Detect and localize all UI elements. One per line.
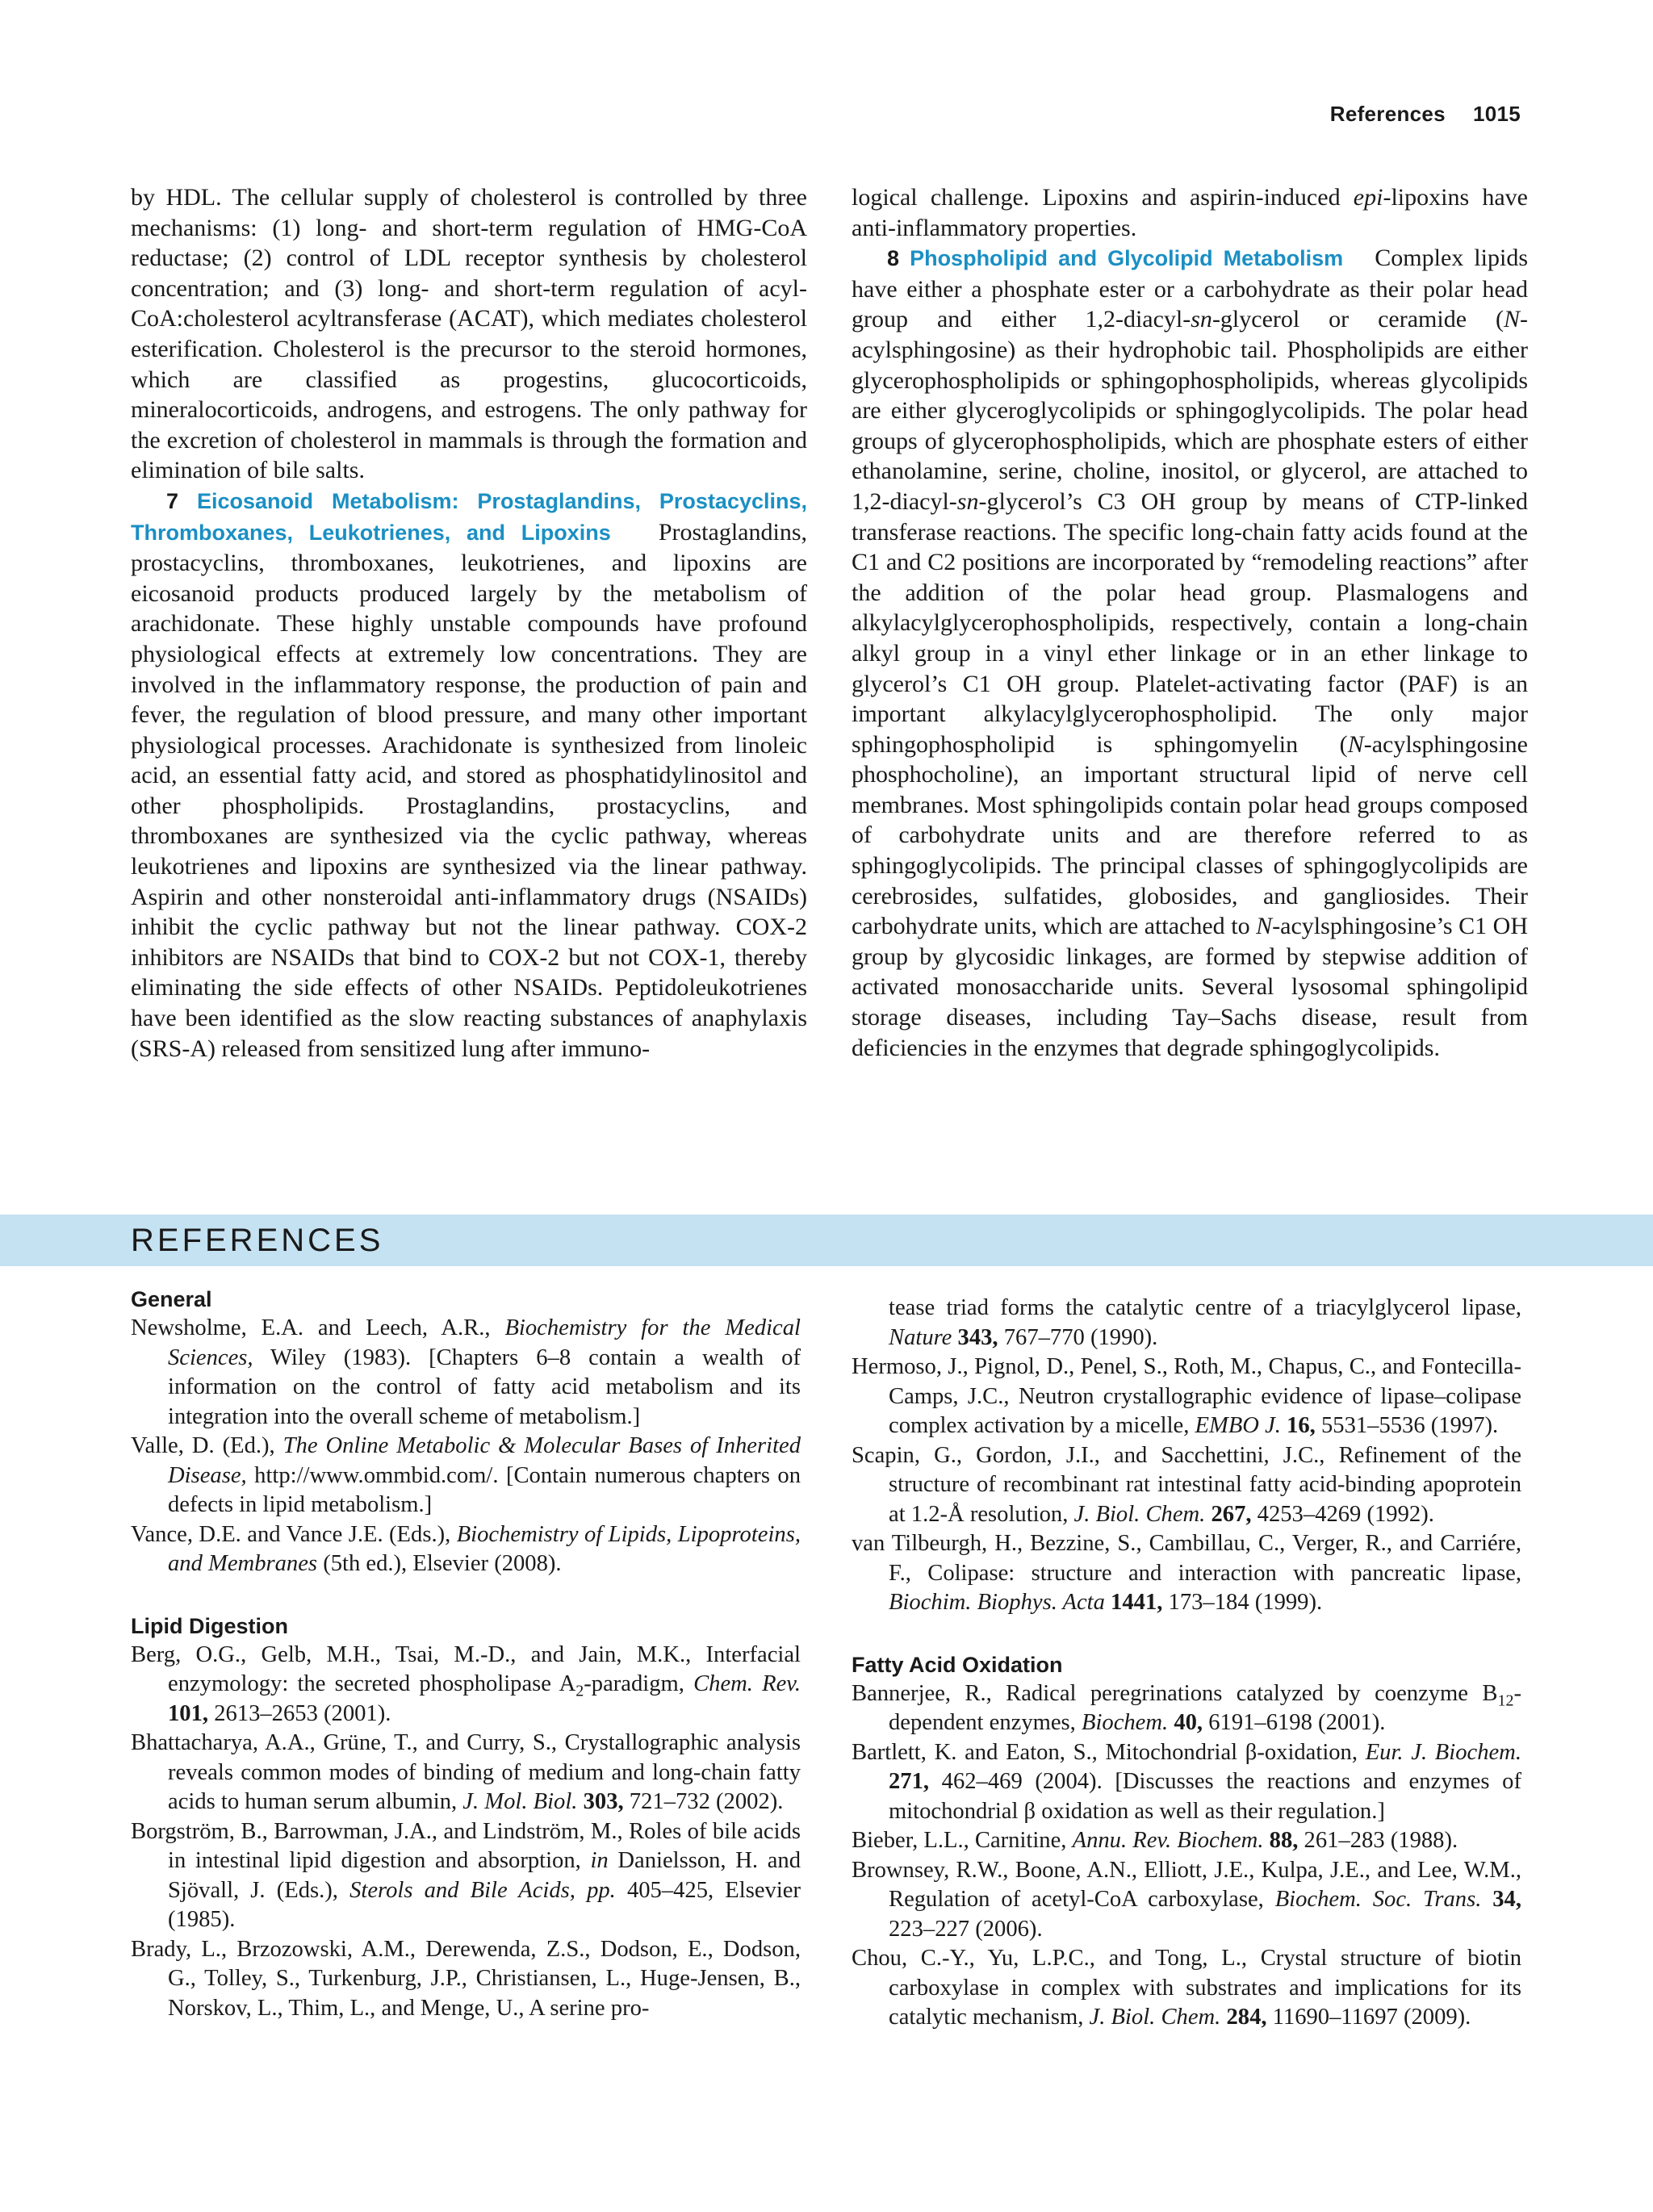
text-run: -glycerol’s C3 OH group by means of CTP-linked transferase reactions. The specific long-chain fatty acids found at the C1 and C2 positions are incorporated by “remodeling reactions” after the addition of the polar head group. Plasmalogens and alkylacylglycerophospholipids, respectively, contain a long-chain alkyl group in a vinyl ether linkage or in an ether linkage to glycerol’s C1 OH group. Platelet-activating factor (PAF) is an important alkylacylglycerophospholipid. The only major sphingophospholipid is sphingomyelin ( xyxy=(852,487,1528,758)
text-run: van Tilbeurgh, H., Bezzine, S., Cambillau, C., Verger, R., and Carriére, F., Colipase: structure and interaction with pancreatic lipase, xyxy=(852,1531,1521,1586)
text-run: 5531–5536 (1997). xyxy=(1315,1413,1499,1438)
text-run: Danielsson, H. and Sjövall, J. (Eds.), xyxy=(168,1848,801,1903)
section-7-title: Eicosanoid Metabolism: Prostaglandins, Prostacyclins, Thromboxanes, Leukotrienes, and Lipoxins xyxy=(131,488,808,545)
text-run: 11690–11697 (2009). xyxy=(1266,2005,1471,2030)
reference-entry xyxy=(131,1729,801,1817)
text-run-italic: N xyxy=(1503,306,1520,333)
text-run: Valle, D. (Ed.), xyxy=(131,1433,283,1458)
reference-entry-continued xyxy=(852,1294,1521,1353)
section-7-number: 7 xyxy=(166,488,179,513)
text-run-italic: Chem. Rev. xyxy=(693,1671,801,1696)
section-8-number: 8 xyxy=(887,246,900,271)
text-run: Bannerjee, R., Radical peregrinations catalyzed by coenzyme B xyxy=(852,1680,1498,1706)
heading-lipid-digestion: Lipid Digestion xyxy=(131,1613,288,1638)
text-run: Brownsey, R.W., Boone, A.N., Elliott, J.E., Kulpa, J.E., and Lee, W.M., Regulation of acetyl-CoA carboxylase, xyxy=(852,1857,1521,1912)
text-run-italic: N xyxy=(1347,730,1364,758)
section-8-title: Phospholipid and Glycolipid Metabolism xyxy=(910,246,1344,271)
text-run-italic: Biochem. xyxy=(1081,1710,1169,1735)
text-run-italic: Annu. Rev. Biochem. xyxy=(1072,1828,1264,1853)
text-run: Bieber, L.L., Carnitine, xyxy=(852,1828,1073,1853)
reference-entry xyxy=(852,1944,1521,2033)
text-run-bold: 343, xyxy=(957,1324,998,1350)
page-number: 1015 xyxy=(1472,102,1521,126)
references-title: REFERENCES xyxy=(131,1223,384,1258)
reference-entry xyxy=(131,1314,801,1432)
text-run-italic: Biochemistry of Lipids, Lipoproteins, and Membranes xyxy=(168,1521,801,1576)
text-run: -acylsphingosine) as their hydrophobic tail. Phospholipids are either glycerophospholipids or sphingophospholipids, whereas glycolipids are either glyceroglycolipids or sphingoglycolipids. The polar head groups of glycerophospholipids, which are phosphate esters of either ethanolamine, serine, choline, inositol, or glycerol, are attached to 1,2-diacyl- xyxy=(852,306,1528,515)
left-text-column xyxy=(131,182,807,1064)
text-run: 173–184 (1999). xyxy=(1162,1590,1323,1615)
text-run-bold: 101, xyxy=(168,1700,209,1726)
header-title: References xyxy=(1329,102,1446,126)
text-run: Chou, C.-Y., Yu, L.P.C., and Tong, L., Crystal structure of biotin carboxylase in complex with substrates and implications for its catalytic mechanism, xyxy=(852,1946,1521,2030)
text-run: -acylsphingosine’s C1 OH group by glycosidic linkages, are formed by stepwise addition of activated monosaccharide units. Several lysosomal sphingolipid storage diseases, including Tay–Sachs disease, result from deficiencies in the enzymes that degrade sphingoglycolipids. xyxy=(852,913,1529,1061)
text-run: Bartlett, K. and Eaton, S., Mitochondrial β-oxidation, xyxy=(852,1739,1366,1765)
section-7 xyxy=(131,486,807,1064)
text-run-italic: N xyxy=(1256,913,1273,940)
section-7-body: Prostaglandins, prostacyclins, thromboxanes, leukotrienes, and lipoxins are eicosanoid products produced largely by the metabolism of arachidonate. These highly unstable compounds have profound physiological effects at extremely low concentrations. They are involved in the inflammatory response, the production of pain and fever, the regulation of blood pressure, and many other important physiological processes. Arachidonate is synthesized from linoleic acid, an essential fatty acid, and stored as phosphatidylinositol and other phospholipids. Prostaglandins, prostacyclins, and thromboxanes are synthesized via the cyclic pathway, whereas leukotrienes and lipoxins are synthesized via the linear pathway. Aspirin and other nonsteroidal anti-inflammatory drugs (NSAIDs) inhibit the cyclic pathway but not the linear pathway. COX-2 inhibitors are NSAIDs that bind to COX-2 but not COX-1, thereby eliminating the side effects of other NSAIDs. Peptidoleukotrienes have been identified as the slow reacting substances of anaphylaxis (SRS-A) released from sensitized lung after immuno- xyxy=(131,518,807,1062)
text-run: http://www.ommbid.com/. [Contain numerous chapters on defects in lipid metabolism.] xyxy=(168,1462,801,1517)
text-run-italic: epi xyxy=(1353,184,1383,211)
text-run-italic: J. Biol. Chem. xyxy=(1073,1501,1206,1527)
paragraph-lipoxins xyxy=(852,182,1528,243)
text-run: Wiley (1983). [Chapters 6–8 contain a wealth of information on the control of fatty acid metabolism and its integration into the overall scheme of metabolism.] xyxy=(168,1344,801,1429)
text-run-italic: Biochim. Biophys. Acta xyxy=(889,1590,1105,1615)
text-run: Bhattacharya, A.A., Grüne, T., and Curry, S., Crystallographic analysis reveals common modes of binding of medium and long-chain fatty acids to human serum albumin, xyxy=(131,1730,801,1814)
text-run: 721–732 (2002). xyxy=(623,1789,784,1814)
reference-entry xyxy=(852,1826,1521,1856)
text-run-italic: J. Biol. Chem. xyxy=(1089,2005,1221,2030)
text-run-italic: sn xyxy=(1191,306,1212,333)
text-run-italic: in xyxy=(590,1848,609,1873)
text-run-italic: EMBO J. xyxy=(1195,1413,1281,1438)
text-run-bold: 88, xyxy=(1269,1828,1299,1853)
reference-entry xyxy=(131,1520,801,1579)
text-run: -lipoxins have anti-inflammatory properties. xyxy=(852,184,1528,241)
text-run: 6191–6198 (2001). xyxy=(1203,1710,1386,1735)
text-run: -glycerol or ceramide ( xyxy=(1212,306,1504,333)
heading-fatty-acid-oxidation: Fatty Acid Oxidation xyxy=(852,1652,1063,1677)
text-run: 405–425, Elsevier (1985). xyxy=(168,1877,801,1932)
text-run: logical challenge. Lipoxins and aspirin-induced xyxy=(852,184,1354,211)
text-run-bold: 16, xyxy=(1287,1413,1316,1438)
running-header xyxy=(1330,102,1521,127)
text-run: 462–469 (2004). [Discusses the reactions and enzymes of mitochondrial β oxidation as well as their regulation.] xyxy=(889,1769,1521,1824)
text-run: Brady, L., Brzozowski, A.M., Derewenda, Z.S., Dodson, E., Dodson, G., Tolley, S., Turkenburg, J.P., Christiansen, L., Huge-Jensen, B., Norskov, L., Thim, L., and Menge, U., A serine pro- xyxy=(131,1936,801,2021)
reference-entry xyxy=(852,1353,1521,1441)
text-run-italic: J. Mol. Biol. xyxy=(462,1789,578,1814)
right-text-column xyxy=(852,182,1528,1063)
text-run-bold: 284, xyxy=(1226,2005,1267,2030)
text-run: Vance, D.E. and Vance J.E. (Eds.), xyxy=(131,1521,457,1547)
text-run: 4253–4269 (1992). xyxy=(1251,1501,1434,1527)
text-run-bold: 303, xyxy=(583,1789,624,1814)
text-run: 767–770 (1990). xyxy=(998,1324,1158,1350)
reference-entry xyxy=(852,1856,1521,1945)
text-run-italic: Nature xyxy=(889,1324,952,1350)
text-run-italic: The Online Metabolic & Molecular Bases of Inherited Disease, xyxy=(168,1433,801,1488)
text-run-italic: Biochemistry for the Medical Sciences, xyxy=(168,1315,801,1370)
text-run-bold: 267, xyxy=(1211,1501,1252,1527)
heading-general: General xyxy=(131,1287,212,1311)
reference-entry xyxy=(131,1817,801,1935)
text-run-subscript: 12 xyxy=(1497,1691,1514,1710)
reference-entry xyxy=(131,1935,801,2024)
text-run-italic: Sterols and Bile Acids, pp. xyxy=(349,1877,616,1903)
text-run-italic: sn xyxy=(956,487,979,515)
reference-entry xyxy=(131,1641,801,1729)
text-run-bold: 271, xyxy=(889,1769,930,1794)
text-run-bold: 1441, xyxy=(1111,1590,1163,1615)
text-run: Hermoso, J., Pignol, D., Penel, S., Roth, M., Chapus, C., and Fontecilla-Camps, J.C., Neutron crystallographic evidence of lipase–colipase complex activation by a micelle, xyxy=(852,1354,1521,1438)
text-run-italic: Biochem. Soc. Trans. xyxy=(1274,1887,1482,1912)
text-run: Scapin, G., Gordon, J.I., and Sacchettini, J.C., Refinement of the structure of recombinant rat intestinal fatty acid-binding apoprotein at 1.2-Å resolution, xyxy=(852,1442,1521,1527)
reference-entry xyxy=(852,1529,1521,1618)
text-run: Berg, O.G., Gelb, M.H., Tsai, M.-D., and Jain, M.K., Interfacial enzymology: the secreted phospholipase A xyxy=(131,1641,801,1696)
references-left-column xyxy=(131,1285,801,2023)
reference-entry xyxy=(852,1738,1521,1827)
references-right-column xyxy=(852,1294,1521,2033)
reference-entry xyxy=(852,1441,1521,1530)
text-run: 223–227 (2006). xyxy=(889,1916,1043,1942)
text-run-bold: 40, xyxy=(1174,1710,1203,1735)
text-run: -acylsphingosine phosphocholine), an important structural lipid of nerve cell membranes. Most sphingolipids contain polar head groups composed of carbohydrate units and are therefore referred to as sphingoglycolipids. The principal classes of sphingoglycolipids are cerebrosides, sulfatides, globosides, and gangliosides. Their carbohydrate units, which are attached to xyxy=(852,730,1528,940)
text-run-subscript: 2 xyxy=(575,1682,584,1700)
text-run: -dependent enzymes, xyxy=(889,1680,1521,1735)
reference-entry xyxy=(852,1679,1521,1738)
paragraph-cholesterol: by HDL. The cellular supply of cholesterol is controlled by three mechanisms: (1) long- and short-term regulation of HMG-CoA reductase; (2) control of LDL receptor synthesis by cholesterol concentration; and (3) long- and short-term regulation of acyl-CoA:cholesterol acyltransferase (ACAT), which mediates cholesterol esterification. Cholesterol is the precursor to the steroid hormones, which are classified as progestins, glucocorticoids, mineralocorticoids, androgens, and estrogens. The only pathway for the excretion of cholesterol in mammals is through the formation and elimination of bile salts. xyxy=(131,184,807,484)
reference-entry xyxy=(131,1432,801,1520)
text-run: (5th ed.), Elsevier (2008). xyxy=(317,1551,562,1576)
text-run: tease triad forms the catalytic centre of a triacylglycerol lipase, xyxy=(889,1295,1521,1320)
text-run: 261–283 (1988). xyxy=(1298,1828,1458,1853)
text-run: -paradigm, xyxy=(584,1671,694,1696)
text-run: Borgström, B., Barrowman, J.A., and Lindström, M., Roles of bile acids in intestinal lipid digestion and absorption, xyxy=(131,1818,801,1873)
text-run-italic: Eur. J. Biochem. xyxy=(1365,1739,1521,1765)
text-run: Newsholme, E.A. and Leech, A.R., xyxy=(131,1315,505,1340)
text-run-bold: 34, xyxy=(1492,1887,1521,1912)
text-run: Complex lipids have either a phosphate ester or a carbohydrate as their polar head group and either 1,2-diacyl- xyxy=(852,245,1528,333)
section-8 xyxy=(852,243,1528,1063)
text-run: 2613–2653 (2001). xyxy=(208,1700,391,1726)
